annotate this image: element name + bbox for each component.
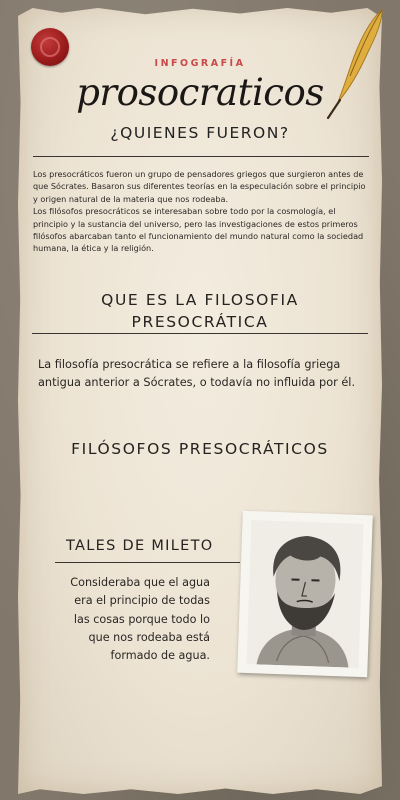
- page-title: prosocraticos: [76, 71, 324, 114]
- portrait-card: [237, 511, 373, 677]
- heading-line: PRESOCRÁTICA: [131, 313, 269, 331]
- intro-paragraph: Los presocráticos fueron un grupo de pensadores griegos que surgieron antes de que Sócrates. Basaron sus diferentes teorías en la especulación sobre el principio y origen natural de la materia que nos rodeaba.: [33, 169, 366, 204]
- infographic-label: INFOGRAFÍA: [154, 58, 246, 69]
- heading-line: QUE ES LA FILOSOFIA: [101, 291, 299, 309]
- intro-paragraph: Los filósofos presocráticos se interesaban sobre todo por la cosmología, el principio y la sustancia del universo, pero las investigaciones de estos primeros filósofos abarcaban tanto el funcionamiento del mundo natural como la sociedad humana, la ética y la religión.: [33, 206, 364, 254]
- section-heading-filosofos: FILÓSOFOS PRESOCRÁTICOS: [71, 440, 329, 458]
- subtitle: ¿QUIENES FUERON?: [110, 124, 290, 142]
- philosopher-description: Consideraba que el agua era el principio de todas las cosas porque todo lo que nos rodeaba está formado de agua.: [70, 576, 210, 663]
- divider: [55, 562, 240, 563]
- philosopher-name: TALES DE MILETO: [66, 538, 214, 554]
- divider: [32, 333, 368, 334]
- divider: [33, 156, 369, 157]
- filosofia-description: La filosofía presocrática se refiere a la filosofía griega antigua anterior a Sócrates, o todavía no influida por él.: [38, 358, 356, 389]
- section-heading-filosofia: [0, 289, 400, 333]
- intro-text: [33, 168, 368, 255]
- bust-portrait: [247, 520, 364, 668]
